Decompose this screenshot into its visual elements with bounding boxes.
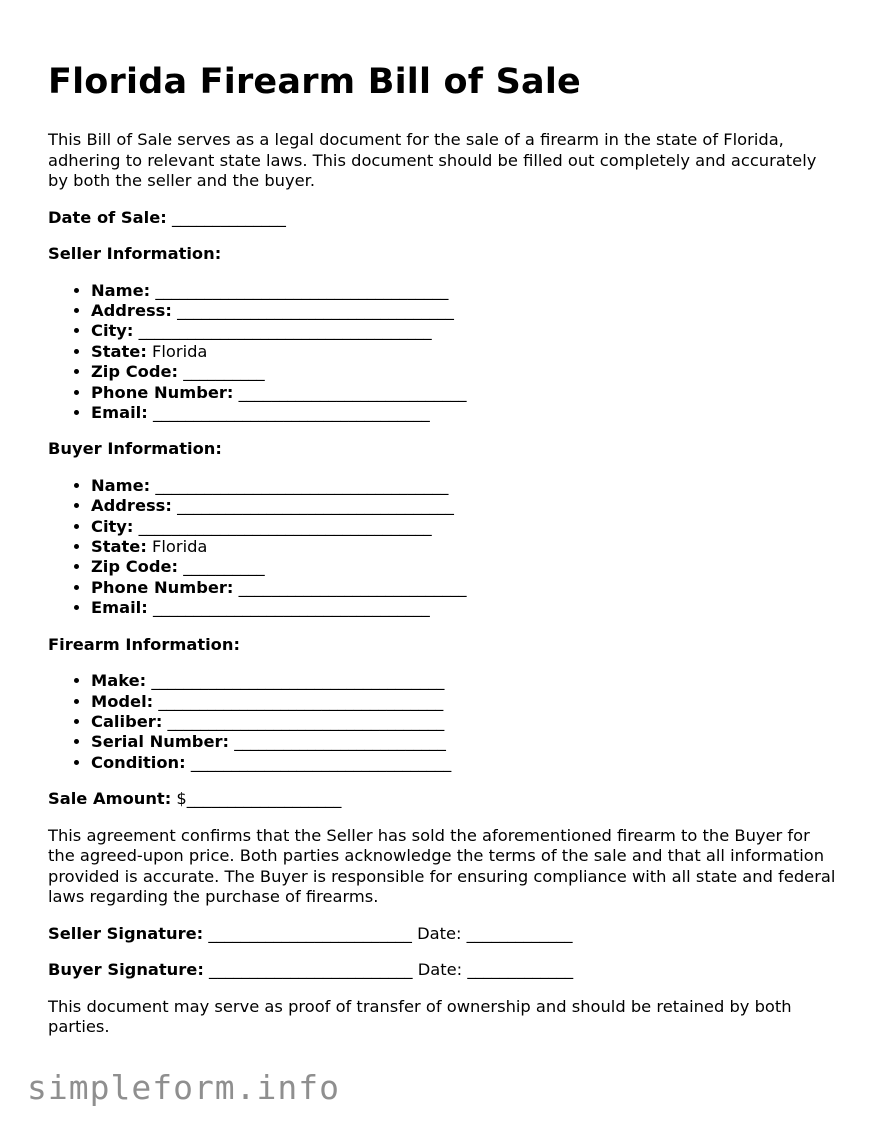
field-blank: __________ <box>183 362 265 382</box>
seller-date-blank: _____________ <box>466 923 573 943</box>
seller-address-item <box>91 301 838 321</box>
sale-amount-label: Sale Amount: <box>48 789 172 809</box>
field-label: City: <box>91 516 134 536</box>
field-blank: ____________________________ <box>238 382 467 402</box>
field-label: Zip Code: <box>91 362 179 382</box>
field-label: State: <box>91 341 147 361</box>
field-label: Address: <box>91 300 172 320</box>
field-blank: __________________________________ <box>167 712 445 731</box>
firearm-field-list <box>48 671 838 773</box>
field-blank: __________ <box>183 557 265 577</box>
field-label: Phone Number: <box>91 577 234 597</box>
field-blank: ____________________________________ <box>138 321 432 341</box>
seller-field-list <box>48 281 838 424</box>
firearm-serial-item <box>91 732 838 752</box>
field-label: Email: <box>91 402 148 422</box>
intro-paragraph: This Bill of Sale serves as a legal document for the sale of a firearm in the state of Florida, adhering to relevant state laws. This document should be filled out completely and accurately by both the seller and the buyer. <box>48 130 817 190</box>
watermark: simpleform.info <box>27 1068 341 1107</box>
seller-date-label: Date: <box>417 923 462 943</box>
seller-signature-line <box>48 924 838 945</box>
field-blank: __________________________ <box>234 732 446 752</box>
buyer-field-list <box>48 476 838 619</box>
field-blank: ____________________________________ <box>155 475 449 495</box>
field-label: State: <box>91 537 147 557</box>
firearm-make-item <box>91 671 838 691</box>
sale-amount-line <box>48 789 838 810</box>
buyer-phone-item <box>91 578 838 598</box>
document-title: Florida Firearm Bill of Sale <box>48 62 581 102</box>
buyer-heading: Buyer Information: <box>48 439 222 459</box>
field-blank: ____________________________________ <box>151 671 445 691</box>
field-label: City: <box>91 321 134 341</box>
seller-state-item <box>91 342 838 362</box>
firearm-caliber-item <box>91 712 838 732</box>
buyer-name-item <box>91 476 838 496</box>
field-label: Name: <box>91 475 151 495</box>
buyer-address-item <box>91 496 838 516</box>
seller-signature-label: Seller Signature: <box>48 923 204 943</box>
seller-signature-blank: _________________________ <box>208 923 412 943</box>
buyer-email-item <box>91 598 838 618</box>
buyer-date-label: Date: <box>417 960 463 980</box>
date-of-sale-blank: ______________ <box>171 207 286 227</box>
firearm-condition-item <box>91 753 838 773</box>
seller-email-item <box>91 403 838 423</box>
closing-paragraph: This document may serve as proof of transfer of ownership and should be retained by both parties. <box>48 996 792 1037</box>
firearm-model-item <box>91 692 838 712</box>
field-blank: __________________________________ <box>152 598 430 618</box>
seller-heading: Seller Information: <box>48 244 222 263</box>
field-blank: ________________________________ <box>190 752 452 772</box>
field-label: Model: <box>91 691 154 711</box>
seller-city-item <box>91 321 838 341</box>
field-value: Florida <box>152 537 208 557</box>
seller-zip-item <box>91 362 838 382</box>
field-blank: ____________________________________ <box>155 280 449 300</box>
buyer-state-item <box>91 537 838 557</box>
document-page <box>48 58 838 1038</box>
date-of-sale-label: Date of Sale: <box>48 207 167 227</box>
buyer-signature-label: Buyer Signature: <box>48 960 204 980</box>
field-label: Condition: <box>91 752 186 772</box>
field-blank: ____________________________ <box>238 577 467 597</box>
field-value: Florida <box>152 341 208 361</box>
sale-amount-blank: $___________________ <box>176 789 342 809</box>
firearm-heading: Firearm Information: <box>48 634 240 654</box>
field-label: Address: <box>91 496 172 516</box>
seller-phone-item <box>91 383 838 403</box>
seller-name-item <box>91 281 838 301</box>
date-of-sale-line <box>48 208 838 229</box>
buyer-date-blank: _____________ <box>467 960 574 980</box>
field-blank: __________________________________ <box>177 496 454 516</box>
field-blank: __________________________________ <box>177 300 454 320</box>
field-blank: ___________________________________ <box>158 691 444 711</box>
field-label: Serial Number: <box>91 732 230 752</box>
field-label: Phone Number: <box>91 382 234 402</box>
field-label: Make: <box>91 671 147 691</box>
field-label: Caliber: <box>91 712 163 731</box>
agreement-paragraph: This agreement confirms that the Seller has sold the aforementioned firearm to the Buyer for the agreed-upon price. Both parties acknowledge the terms of the sale and that all information provided is accurate. The Buyer is responsible for ensuring compliance with all state and federal laws regarding the purchase of firearms. <box>48 825 836 907</box>
buyer-city-item <box>91 517 838 537</box>
field-blank: ____________________________________ <box>138 516 432 536</box>
field-label: Zip Code: <box>91 557 179 577</box>
field-blank: __________________________________ <box>152 402 430 422</box>
buyer-signature-line <box>48 960 838 981</box>
buyer-signature-blank: _________________________ <box>209 960 413 980</box>
field-label: Name: <box>91 280 151 300</box>
field-label: Email: <box>91 598 148 618</box>
buyer-zip-item <box>91 557 838 577</box>
